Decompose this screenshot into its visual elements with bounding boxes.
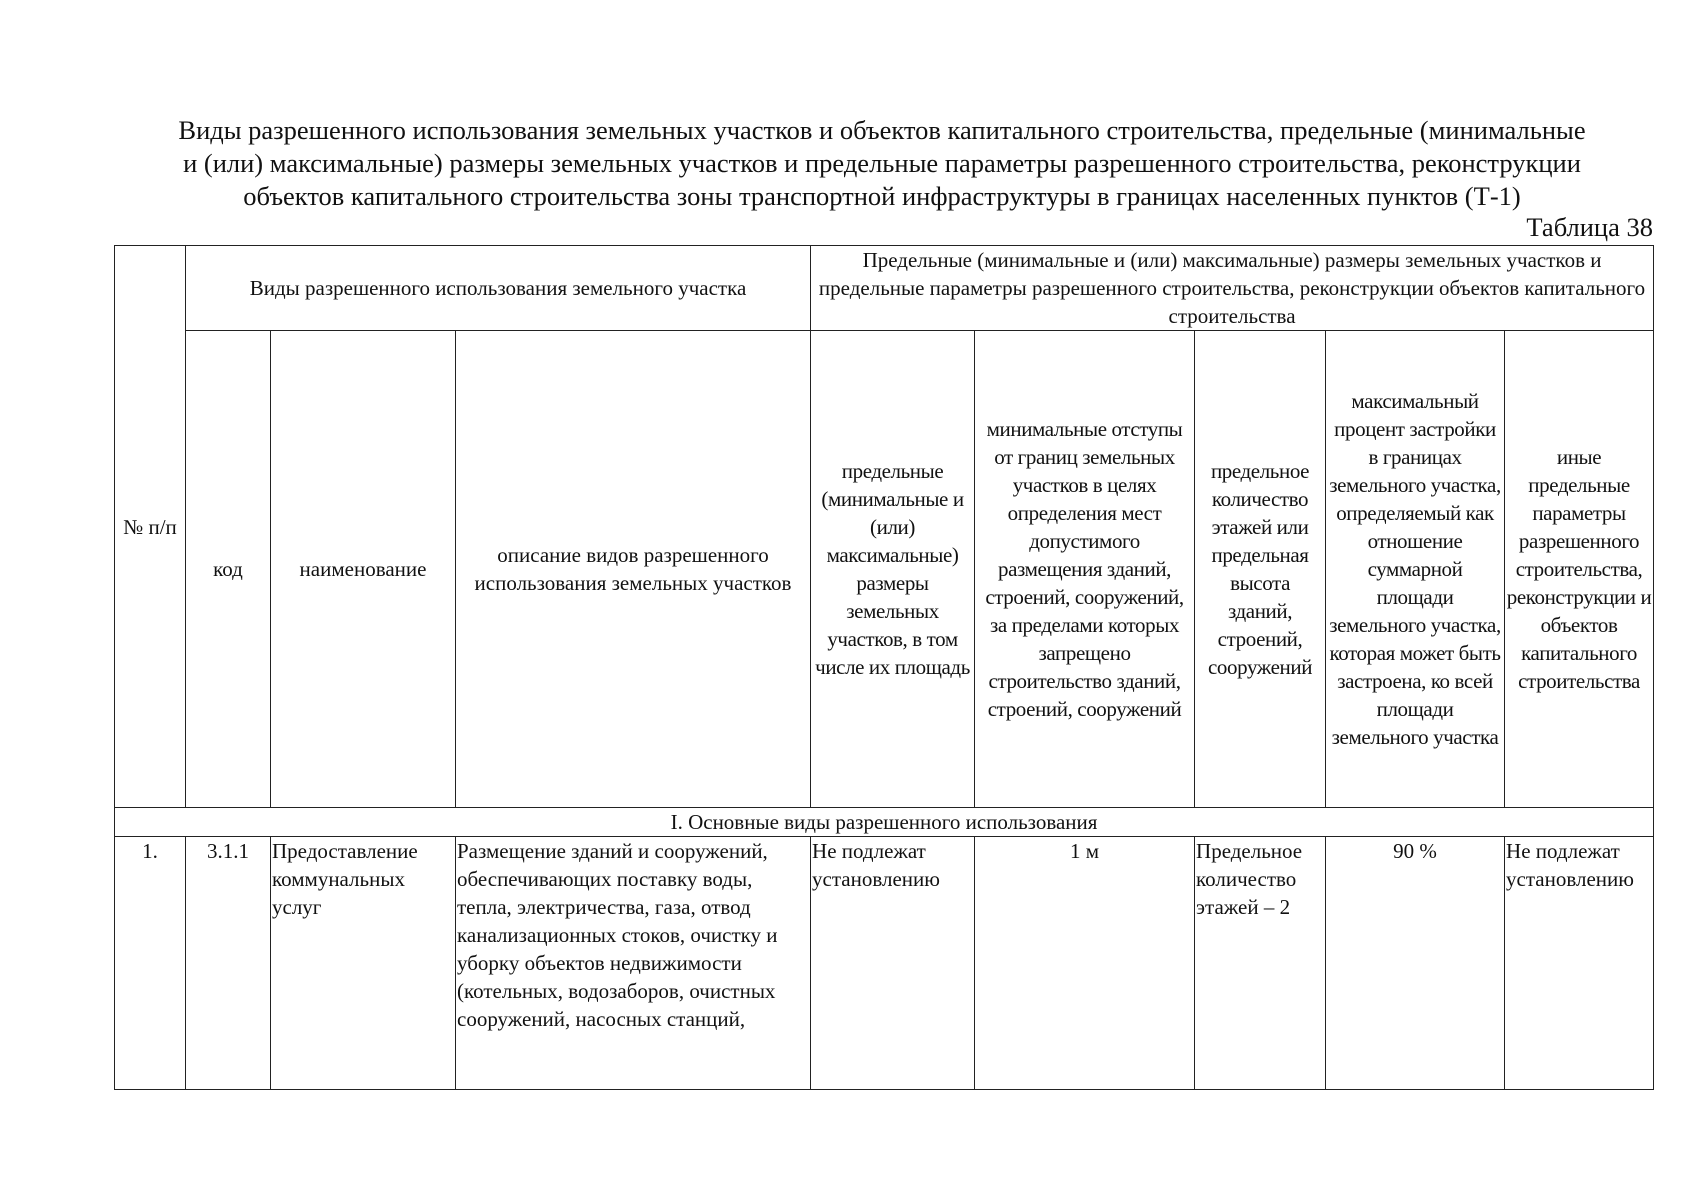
title-line: и (или) максимальные) размеры земельных участков и предельные параметры разрешенного строительства, реконструкции [183,148,1581,178]
header-coverage: максимальный процент застройки в границах земельного участка, определяемый как отношение суммарной площади земельного участка, которая может быть застроена, ко всей площади земельного участка [1326,331,1505,808]
table-number-label: Таблица 38 [1526,212,1653,242]
document-title [112,114,1652,213]
section-header-row [115,808,1654,837]
table-row [115,837,1654,1090]
header-sizes: предельные (минимальные и (или) максимальные) размеры земельных участков, в том числе их площадь [811,331,975,808]
cell-name: Предоставление коммунальных услуг [271,837,456,1090]
cell-sizes: Не подлежат установлению [811,837,975,1090]
title-line: объектов капитального строительства зоны транспортной инфраструктуры в границах населенных пунктов (Т-1) [243,181,1521,211]
cell-coverage: 90 % [1326,837,1505,1090]
cell-code: 3.1.1 [186,837,271,1090]
section-title: I. Основные виды разрешенного использования [115,808,1654,837]
header-num: № п/п [115,246,186,808]
cell-num: 1. [115,837,186,1090]
cell-other: Не подлежат установлению [1505,837,1654,1090]
cell-floors: Предельное количество этажей – 2 [1195,837,1326,1090]
header-description: описание видов разрешенного использования земельных участков [456,331,811,808]
header-name: наименование [271,331,456,808]
title-line: Виды разрешенного использования земельных участков и объектов капитального строительства, предельные (минимальные [178,115,1586,145]
header-floors: предельное количество этажей или предельная высота зданий, строений, сооружений [1195,331,1326,808]
cell-description: Размещение зданий и сооружений, обеспечивающих поставку воды, тепла, электричества, газа, отвод канализационных стоков, очистку и уборку объектов недвижимости (котельных, водозаборов, очистных сооружений, насосных станций, [456,837,811,1090]
table-header-row-top [115,246,1654,331]
table-header-row-sub [115,331,1654,808]
header-code: код [186,331,271,808]
header-group-limits: Предельные (минимальные и (или) максимальные) размеры земельных участков и предельные параметры разрешенного строительства, реконструкции объектов капитального строительства [811,246,1654,331]
land-use-table [114,245,1654,1090]
cell-setbacks: 1 м [975,837,1195,1090]
header-setbacks: минимальные отступы от границ земельных участков в целях определения мест допустимого размещения зданий, строений, сооружений, за пределами которых запрещено строительство зданий, строений, сооружений [975,331,1195,808]
header-group-use: Виды разрешенного использования земельного участка [186,246,811,331]
header-other: иные предельные параметры разрешенного строительства, реконструкции и объектов капитального строительства [1505,331,1654,808]
